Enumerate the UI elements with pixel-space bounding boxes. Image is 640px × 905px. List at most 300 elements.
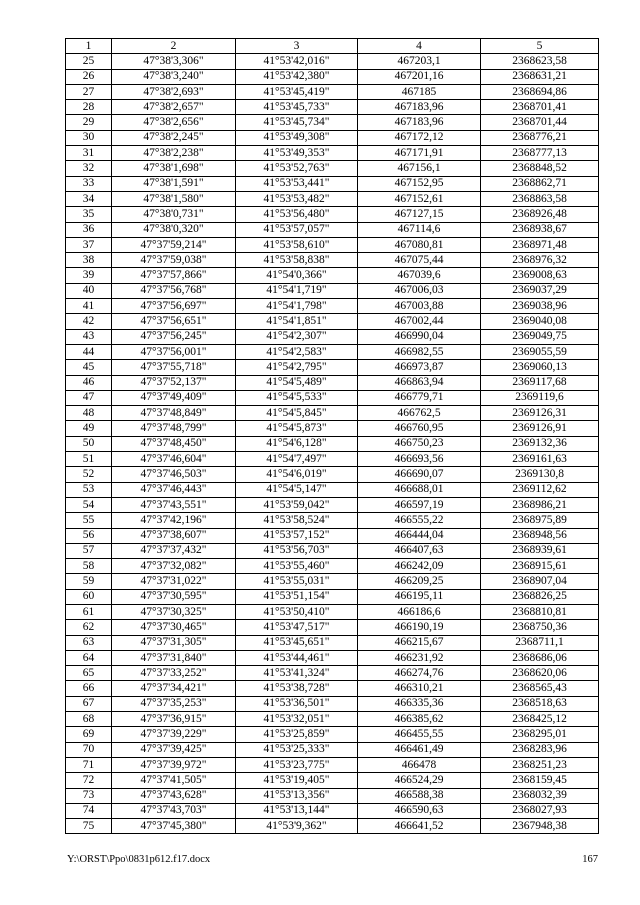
table-row xyxy=(66,421,599,436)
table-row xyxy=(66,84,599,99)
latitude-cell: 47°37'46,604" xyxy=(112,452,236,467)
longitude-cell: 41°53'49,308" xyxy=(236,130,358,145)
table-row xyxy=(66,406,599,421)
latitude-cell: 47°37'38,607" xyxy=(112,528,236,543)
latitude-cell: 47°37'48,799" xyxy=(112,421,236,436)
y-coordinate-cell: 2368027,93 xyxy=(481,803,599,818)
table-row xyxy=(66,773,599,788)
latitude-cell: 47°37'43,551" xyxy=(112,497,236,512)
x-coordinate-cell: 467080,81 xyxy=(358,237,481,252)
y-coordinate-cell: 2368939,61 xyxy=(481,543,599,558)
longitude-cell: 41°53'52,763" xyxy=(236,161,358,176)
y-coordinate-cell: 2368518,63 xyxy=(481,696,599,711)
latitude-cell: 47°37'30,595" xyxy=(112,589,236,604)
y-coordinate-cell: 2368711,1 xyxy=(481,635,599,650)
latitude-cell: 47°37'34,421" xyxy=(112,681,236,696)
table-row xyxy=(66,191,599,206)
longitude-cell: 41°53'9,362" xyxy=(236,819,358,834)
longitude-cell: 41°53'25,859" xyxy=(236,727,358,742)
latitude-cell: 47°37'31,305" xyxy=(112,635,236,650)
point-number-cell: 33 xyxy=(66,176,112,191)
x-coordinate-cell: 467156,1 xyxy=(358,161,481,176)
longitude-cell: 41°53'45,419" xyxy=(236,84,358,99)
y-coordinate-cell: 2369130,8 xyxy=(481,467,599,482)
x-coordinate-cell: 466190,19 xyxy=(358,620,481,635)
longitude-cell: 41°53'32,051" xyxy=(236,712,358,727)
longitude-cell: 41°54'1,719" xyxy=(236,283,358,298)
latitude-cell: 47°37'43,703" xyxy=(112,803,236,818)
y-coordinate-cell: 2368907,04 xyxy=(481,574,599,589)
point-number-cell: 27 xyxy=(66,84,112,99)
x-coordinate-cell: 466555,22 xyxy=(358,513,481,528)
latitude-cell: 47°37'39,972" xyxy=(112,757,236,772)
point-number-cell: 39 xyxy=(66,268,112,283)
y-coordinate-cell: 2368976,32 xyxy=(481,253,599,268)
latitude-cell: 47°37'43,628" xyxy=(112,788,236,803)
longitude-cell: 41°53'45,651" xyxy=(236,635,358,650)
y-coordinate-cell: 2369119,6 xyxy=(481,390,599,405)
x-coordinate-cell: 466242,09 xyxy=(358,559,481,574)
point-number-cell: 70 xyxy=(66,742,112,757)
table-row xyxy=(66,574,599,589)
y-coordinate-cell: 2368701,44 xyxy=(481,115,599,130)
y-coordinate-cell: 2368032,39 xyxy=(481,788,599,803)
longitude-cell: 41°53'57,152" xyxy=(236,528,358,543)
table-row xyxy=(66,803,599,818)
x-coordinate-cell: 466310,21 xyxy=(358,681,481,696)
y-coordinate-cell: 2369038,96 xyxy=(481,299,599,314)
longitude-cell: 41°54'1,798" xyxy=(236,299,358,314)
point-number-cell: 48 xyxy=(66,406,112,421)
point-number-cell: 52 xyxy=(66,467,112,482)
y-coordinate-cell: 2368159,45 xyxy=(481,773,599,788)
longitude-cell: 41°53'59,042" xyxy=(236,497,358,512)
x-coordinate-cell: 466407,63 xyxy=(358,543,481,558)
point-number-cell: 45 xyxy=(66,360,112,375)
table-row xyxy=(66,696,599,711)
y-coordinate-cell: 2368862,71 xyxy=(481,176,599,191)
latitude-cell: 47°37'31,022" xyxy=(112,574,236,589)
x-coordinate-cell: 466973,87 xyxy=(358,360,481,375)
x-coordinate-cell: 466231,92 xyxy=(358,650,481,665)
y-coordinate-cell: 2369055,59 xyxy=(481,344,599,359)
latitude-cell: 47°37'56,651" xyxy=(112,314,236,329)
y-coordinate-cell: 2368986,21 xyxy=(481,497,599,512)
latitude-cell: 47°37'45,380" xyxy=(112,819,236,834)
table-row xyxy=(66,436,599,451)
longitude-cell: 41°54'7,497" xyxy=(236,452,358,467)
latitude-cell: 47°37'49,409" xyxy=(112,390,236,405)
table-row xyxy=(66,635,599,650)
x-coordinate-cell: 467003,88 xyxy=(358,299,481,314)
y-coordinate-cell: 2368251,23 xyxy=(481,757,599,772)
x-coordinate-cell: 466688,01 xyxy=(358,482,481,497)
longitude-cell: 41°54'6,019" xyxy=(236,467,358,482)
x-coordinate-cell: 467203,1 xyxy=(358,54,481,69)
latitude-cell: 47°38'0,320" xyxy=(112,222,236,237)
table-row xyxy=(66,666,599,681)
y-coordinate-cell: 2368701,41 xyxy=(481,100,599,115)
point-number-cell: 59 xyxy=(66,574,112,589)
longitude-cell: 41°53'51,154" xyxy=(236,589,358,604)
table-row xyxy=(66,390,599,405)
x-coordinate-cell: 467183,96 xyxy=(358,115,481,130)
x-coordinate-cell: 466990,04 xyxy=(358,329,481,344)
y-coordinate-cell: 2368750,36 xyxy=(481,620,599,635)
x-coordinate-cell: 466762,5 xyxy=(358,406,481,421)
point-number-cell: 72 xyxy=(66,773,112,788)
column-header: 5 xyxy=(481,39,599,54)
point-number-cell: 28 xyxy=(66,100,112,115)
longitude-cell: 41°53'38,728" xyxy=(236,681,358,696)
table-row xyxy=(66,268,599,283)
latitude-cell: 47°37'33,252" xyxy=(112,666,236,681)
y-coordinate-cell: 2368620,06 xyxy=(481,666,599,681)
x-coordinate-cell: 467171,91 xyxy=(358,146,481,161)
point-number-cell: 67 xyxy=(66,696,112,711)
x-coordinate-cell: 467002,44 xyxy=(358,314,481,329)
table-row xyxy=(66,757,599,772)
y-coordinate-cell: 2369126,91 xyxy=(481,421,599,436)
point-number-cell: 65 xyxy=(66,666,112,681)
y-coordinate-cell: 2369117,68 xyxy=(481,375,599,390)
table-row xyxy=(66,344,599,359)
table-row xyxy=(66,528,599,543)
point-number-cell: 41 xyxy=(66,299,112,314)
y-coordinate-cell: 2368565,43 xyxy=(481,681,599,696)
table-row xyxy=(66,360,599,375)
y-coordinate-cell: 2368938,67 xyxy=(481,222,599,237)
x-coordinate-cell: 467127,15 xyxy=(358,207,481,222)
table-row xyxy=(66,497,599,512)
latitude-cell: 47°38'3,240" xyxy=(112,69,236,84)
footer-page-number: 167 xyxy=(582,854,598,865)
y-coordinate-cell: 2369049,75 xyxy=(481,329,599,344)
latitude-cell: 47°38'2,657" xyxy=(112,100,236,115)
table-row xyxy=(66,222,599,237)
latitude-cell: 47°37'31,840" xyxy=(112,650,236,665)
latitude-cell: 47°38'1,591" xyxy=(112,176,236,191)
latitude-cell: 47°38'0,731" xyxy=(112,207,236,222)
x-coordinate-cell: 466760,95 xyxy=(358,421,481,436)
longitude-cell: 41°53'13,356" xyxy=(236,788,358,803)
table-row xyxy=(66,620,599,635)
y-coordinate-cell: 2368975,89 xyxy=(481,513,599,528)
latitude-cell: 47°37'39,229" xyxy=(112,727,236,742)
latitude-cell: 47°38'2,245" xyxy=(112,130,236,145)
table-row xyxy=(66,115,599,130)
column-header: 4 xyxy=(358,39,481,54)
y-coordinate-cell: 2368863,58 xyxy=(481,191,599,206)
y-coordinate-cell: 2369112,62 xyxy=(481,482,599,497)
column-header: 1 xyxy=(66,39,112,54)
y-coordinate-cell: 2368631,21 xyxy=(481,69,599,84)
point-number-cell: 40 xyxy=(66,283,112,298)
point-number-cell: 43 xyxy=(66,329,112,344)
longitude-cell: 41°53'44,461" xyxy=(236,650,358,665)
latitude-cell: 47°37'37,432" xyxy=(112,543,236,558)
y-coordinate-cell: 2368915,61 xyxy=(481,559,599,574)
y-coordinate-cell: 2367948,38 xyxy=(481,819,599,834)
table-row xyxy=(66,283,599,298)
y-coordinate-cell: 2369060,13 xyxy=(481,360,599,375)
point-number-cell: 58 xyxy=(66,559,112,574)
y-coordinate-cell: 2368686,06 xyxy=(481,650,599,665)
y-coordinate-cell: 2368283,96 xyxy=(481,742,599,757)
x-coordinate-cell: 466750,23 xyxy=(358,436,481,451)
longitude-cell: 41°54'1,851" xyxy=(236,314,358,329)
longitude-cell: 41°53'49,353" xyxy=(236,146,358,161)
point-number-cell: 68 xyxy=(66,712,112,727)
table-row xyxy=(66,329,599,344)
table-row xyxy=(66,589,599,604)
x-coordinate-cell: 467075,44 xyxy=(358,253,481,268)
latitude-cell: 47°38'2,656" xyxy=(112,115,236,130)
x-coordinate-cell: 467172,12 xyxy=(358,130,481,145)
latitude-cell: 47°37'30,465" xyxy=(112,620,236,635)
table-row xyxy=(66,604,599,619)
point-number-cell: 25 xyxy=(66,54,112,69)
point-number-cell: 56 xyxy=(66,528,112,543)
table-row xyxy=(66,819,599,834)
point-number-cell: 66 xyxy=(66,681,112,696)
x-coordinate-cell: 467114,6 xyxy=(358,222,481,237)
table-row xyxy=(66,681,599,696)
point-number-cell: 73 xyxy=(66,788,112,803)
point-number-cell: 55 xyxy=(66,513,112,528)
point-number-cell: 34 xyxy=(66,191,112,206)
point-number-cell: 47 xyxy=(66,390,112,405)
y-coordinate-cell: 2369161,63 xyxy=(481,452,599,467)
x-coordinate-cell: 466478 xyxy=(358,757,481,772)
table-row xyxy=(66,452,599,467)
y-coordinate-cell: 2368694,86 xyxy=(481,84,599,99)
longitude-cell: 41°53'50,410" xyxy=(236,604,358,619)
point-number-cell: 36 xyxy=(66,222,112,237)
table-header-row xyxy=(66,39,599,54)
latitude-cell: 47°37'48,450" xyxy=(112,436,236,451)
point-number-cell: 44 xyxy=(66,344,112,359)
x-coordinate-cell: 466597,19 xyxy=(358,497,481,512)
y-coordinate-cell: 2368826,25 xyxy=(481,589,599,604)
y-coordinate-cell: 2368623,58 xyxy=(481,54,599,69)
longitude-cell: 41°53'47,517" xyxy=(236,620,358,635)
table-row xyxy=(66,650,599,665)
longitude-cell: 41°53'19,405" xyxy=(236,773,358,788)
longitude-cell: 41°53'45,733" xyxy=(236,100,358,115)
point-number-cell: 32 xyxy=(66,161,112,176)
x-coordinate-cell: 467006,03 xyxy=(358,283,481,298)
y-coordinate-cell: 2368776,21 xyxy=(481,130,599,145)
coordinates-table xyxy=(65,38,599,834)
x-coordinate-cell: 467183,96 xyxy=(358,100,481,115)
latitude-cell: 47°37'56,245" xyxy=(112,329,236,344)
x-coordinate-cell: 466690,07 xyxy=(358,467,481,482)
point-number-cell: 46 xyxy=(66,375,112,390)
x-coordinate-cell: 466588,38 xyxy=(358,788,481,803)
point-number-cell: 37 xyxy=(66,237,112,252)
table-row xyxy=(66,513,599,528)
point-number-cell: 50 xyxy=(66,436,112,451)
table-row xyxy=(66,176,599,191)
point-number-cell: 62 xyxy=(66,620,112,635)
y-coordinate-cell: 2369037,29 xyxy=(481,283,599,298)
table-row xyxy=(66,467,599,482)
x-coordinate-cell: 467201,16 xyxy=(358,69,481,84)
longitude-cell: 41°54'5,873" xyxy=(236,421,358,436)
table-row xyxy=(66,100,599,115)
table-row xyxy=(66,69,599,84)
x-coordinate-cell: 466982,55 xyxy=(358,344,481,359)
y-coordinate-cell: 2368848,52 xyxy=(481,161,599,176)
point-number-cell: 30 xyxy=(66,130,112,145)
latitude-cell: 47°38'1,698" xyxy=(112,161,236,176)
x-coordinate-cell: 466524,29 xyxy=(358,773,481,788)
x-coordinate-cell: 466863,94 xyxy=(358,375,481,390)
latitude-cell: 47°37'48,849" xyxy=(112,406,236,421)
table-row xyxy=(66,788,599,803)
longitude-cell: 41°53'56,703" xyxy=(236,543,358,558)
longitude-cell: 41°54'5,489" xyxy=(236,375,358,390)
longitude-cell: 41°53'53,441" xyxy=(236,176,358,191)
y-coordinate-cell: 2369040,08 xyxy=(481,314,599,329)
x-coordinate-cell: 466590,63 xyxy=(358,803,481,818)
table-row xyxy=(66,207,599,222)
point-number-cell: 29 xyxy=(66,115,112,130)
longitude-cell: 41°54'5,845" xyxy=(236,406,358,421)
table-row xyxy=(66,727,599,742)
point-number-cell: 35 xyxy=(66,207,112,222)
table-row xyxy=(66,559,599,574)
x-coordinate-cell: 466385,62 xyxy=(358,712,481,727)
longitude-cell: 41°54'2,583" xyxy=(236,344,358,359)
table-row xyxy=(66,253,599,268)
latitude-cell: 47°37'52,137" xyxy=(112,375,236,390)
latitude-cell: 47°37'56,001" xyxy=(112,344,236,359)
column-header: 2 xyxy=(112,39,236,54)
point-number-cell: 57 xyxy=(66,543,112,558)
point-number-cell: 53 xyxy=(66,482,112,497)
point-number-cell: 38 xyxy=(66,253,112,268)
latitude-cell: 47°37'59,038" xyxy=(112,253,236,268)
latitude-cell: 47°37'56,768" xyxy=(112,283,236,298)
table-row xyxy=(66,299,599,314)
point-number-cell: 63 xyxy=(66,635,112,650)
table-row xyxy=(66,130,599,145)
y-coordinate-cell: 2368295,01 xyxy=(481,727,599,742)
longitude-cell: 41°53'23,775" xyxy=(236,757,358,772)
longitude-cell: 41°53'55,031" xyxy=(236,574,358,589)
latitude-cell: 47°37'39,425" xyxy=(112,742,236,757)
x-coordinate-cell: 466209,25 xyxy=(358,574,481,589)
x-coordinate-cell: 466693,56 xyxy=(358,452,481,467)
longitude-cell: 41°53'13,144" xyxy=(236,803,358,818)
x-coordinate-cell: 466455,55 xyxy=(358,727,481,742)
point-number-cell: 42 xyxy=(66,314,112,329)
latitude-cell: 47°37'56,697" xyxy=(112,299,236,314)
column-header: 3 xyxy=(236,39,358,54)
x-coordinate-cell: 467152,95 xyxy=(358,176,481,191)
y-coordinate-cell: 2369132,36 xyxy=(481,436,599,451)
longitude-cell: 41°53'45,734" xyxy=(236,115,358,130)
latitude-cell: 47°37'46,503" xyxy=(112,467,236,482)
x-coordinate-cell: 466779,71 xyxy=(358,390,481,405)
longitude-cell: 41°53'42,016" xyxy=(236,54,358,69)
table-row xyxy=(66,375,599,390)
y-coordinate-cell: 2368971,48 xyxy=(481,237,599,252)
longitude-cell: 41°53'53,482" xyxy=(236,191,358,206)
x-coordinate-cell: 467039,6 xyxy=(358,268,481,283)
latitude-cell: 47°37'36,915" xyxy=(112,712,236,727)
y-coordinate-cell: 2368810,81 xyxy=(481,604,599,619)
longitude-cell: 41°53'36,501" xyxy=(236,696,358,711)
longitude-cell: 41°54'2,307" xyxy=(236,329,358,344)
point-number-cell: 26 xyxy=(66,69,112,84)
latitude-cell: 47°37'30,325" xyxy=(112,604,236,619)
table-row xyxy=(66,482,599,497)
longitude-cell: 41°54'6,128" xyxy=(236,436,358,451)
point-number-cell: 31 xyxy=(66,146,112,161)
longitude-cell: 41°54'2,795" xyxy=(236,360,358,375)
latitude-cell: 47°37'55,718" xyxy=(112,360,236,375)
point-number-cell: 60 xyxy=(66,589,112,604)
longitude-cell: 41°53'57,057" xyxy=(236,222,358,237)
x-coordinate-cell: 466444,04 xyxy=(358,528,481,543)
longitude-cell: 41°53'58,524" xyxy=(236,513,358,528)
y-coordinate-cell: 2368948,56 xyxy=(481,528,599,543)
x-coordinate-cell: 466461,49 xyxy=(358,742,481,757)
point-number-cell: 64 xyxy=(66,650,112,665)
point-number-cell: 61 xyxy=(66,604,112,619)
point-number-cell: 51 xyxy=(66,452,112,467)
point-number-cell: 54 xyxy=(66,497,112,512)
x-coordinate-cell: 466186,6 xyxy=(358,604,481,619)
point-number-cell: 69 xyxy=(66,727,112,742)
table-row xyxy=(66,543,599,558)
latitude-cell: 47°37'59,214" xyxy=(112,237,236,252)
table-row xyxy=(66,54,599,69)
longitude-cell: 41°54'0,366" xyxy=(236,268,358,283)
x-coordinate-cell: 466335,36 xyxy=(358,696,481,711)
coordinates-table-body xyxy=(66,39,599,834)
table-row xyxy=(66,742,599,757)
x-coordinate-cell: 466274,76 xyxy=(358,666,481,681)
table-row xyxy=(66,161,599,176)
x-coordinate-cell: 466215,67 xyxy=(358,635,481,650)
y-coordinate-cell: 2368926,48 xyxy=(481,207,599,222)
x-coordinate-cell: 467152,61 xyxy=(358,191,481,206)
longitude-cell: 41°53'56,480" xyxy=(236,207,358,222)
latitude-cell: 47°38'2,238" xyxy=(112,146,236,161)
latitude-cell: 47°37'46,443" xyxy=(112,482,236,497)
latitude-cell: 47°38'2,693" xyxy=(112,84,236,99)
point-number-cell: 71 xyxy=(66,757,112,772)
point-number-cell: 75 xyxy=(66,819,112,834)
latitude-cell: 47°37'41,505" xyxy=(112,773,236,788)
latitude-cell: 47°38'3,306" xyxy=(112,54,236,69)
longitude-cell: 41°53'58,610" xyxy=(236,237,358,252)
table-row xyxy=(66,237,599,252)
footer-file-path: Y:\ORST\Ppo\0831p612.f17.docx xyxy=(67,854,211,865)
longitude-cell: 41°53'55,460" xyxy=(236,559,358,574)
point-number-cell: 74 xyxy=(66,803,112,818)
y-coordinate-cell: 2368777,13 xyxy=(481,146,599,161)
longitude-cell: 41°53'41,324" xyxy=(236,666,358,681)
y-coordinate-cell: 2369008,63 xyxy=(481,268,599,283)
longitude-cell: 41°54'5,147" xyxy=(236,482,358,497)
table-row xyxy=(66,146,599,161)
y-coordinate-cell: 2369126,31 xyxy=(481,406,599,421)
